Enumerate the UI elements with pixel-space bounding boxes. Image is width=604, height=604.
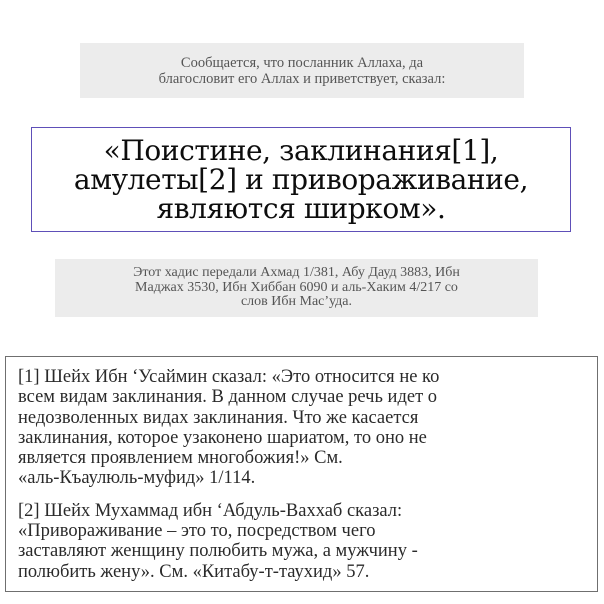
- intro-box: [80, 43, 524, 98]
- source-line: Этот хадис передали Ахмад 1/381, Абу Дауд 3883, Ибн: [133, 265, 460, 281]
- source-text: [133, 266, 460, 310]
- hadith-line: амулеты[2] и привораживание,: [73, 163, 529, 196]
- footnotes-box: [5, 356, 598, 592]
- footnote-line: является проявлением многобожия!» См.: [18, 448, 343, 469]
- hadith-quote: [74, 136, 528, 223]
- footnote-line: заставляют женщину полюбить мужа, а мужчину -: [18, 541, 418, 562]
- hadith-line: являются ширком».: [156, 192, 446, 225]
- source-box: [55, 259, 538, 317]
- footnote-2: [18, 501, 585, 582]
- source-line: Маджах 3530, Ибн Хиббан 6090 и аль-Хаким 4/217 со: [135, 279, 458, 295]
- hadith-line: «Поистине, заклинания[1],: [103, 134, 499, 167]
- footnote-line: полюбить жену». См. «Китабу-т-таухид» 57.: [18, 561, 370, 582]
- hadith-quote-box: [31, 127, 571, 232]
- intro-text: [159, 55, 446, 87]
- source-line: слов Ибн Мас’уда.: [240, 294, 352, 310]
- footnote-line: «Привораживание – это то, посредством чего: [18, 521, 376, 542]
- footnote-line: недозволенных видах заклинания. Что же касается: [18, 407, 419, 428]
- footnote-line: всем видам заклинания. В данном случае речь идет о: [18, 387, 438, 408]
- footnote-line: «аль-Къаулюль-муфид» 1/114.: [18, 468, 256, 489]
- footnote-line: заклинания, которое узаконено шариатом, то оно не: [18, 427, 427, 448]
- footnote-line: [2] Шейх Мухаммад ибн ‘Абдуль-Ваххаб сказал:: [18, 500, 403, 521]
- footnote-1: [18, 367, 585, 489]
- intro-line: благословит его Аллах и приветствует, сказал:: [158, 70, 446, 87]
- footnote-line: [1] Шейх Ибн ‘Усаймин сказал: «Это относится не ко: [18, 367, 440, 387]
- intro-line: Сообщается, что посланник Аллаха, да: [180, 54, 424, 71]
